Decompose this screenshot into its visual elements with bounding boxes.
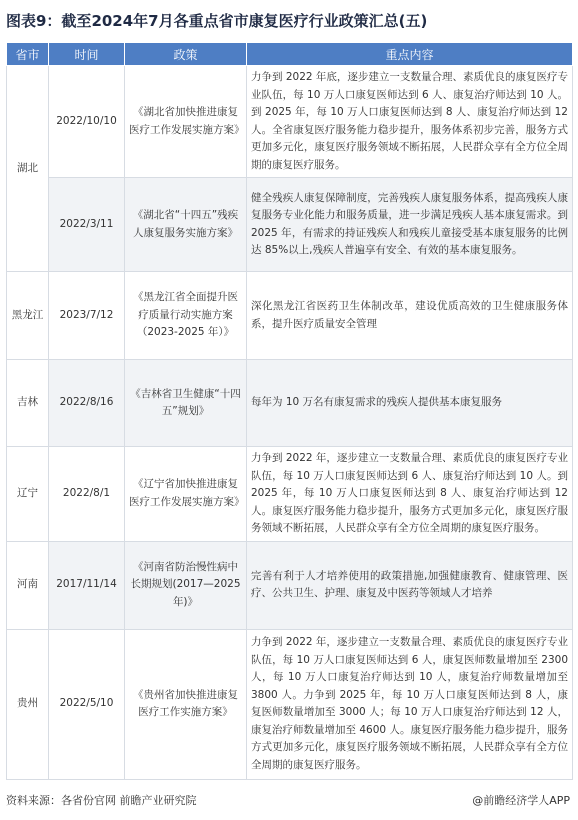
policy-cell: 《湖北省加快推进康复医疗工作发展实施方案》 [125,66,247,178]
header-province: 省市 [7,43,49,66]
province-cell: 贵州 [7,629,49,779]
content-cell: 健全残疾人康复保障制度，完善残疾人康复服务体系，提高残疾人康复服务专业化能力和服务质量，进一步满足残疾人基本康复需求。到 2025 年，有需求的持证残疾人和残疾儿童接受基本康复服务的比例达 85%以上,残疾人普遍享有安全、有效的基本康复服务。 [247,178,573,272]
province-cell: 辽宁 [7,447,49,542]
source-note: 资料来源：各省份官网 前瞻产业研究院 [6,794,197,807]
date-cell: 2022/3/11 [49,178,125,272]
content-cell: 每年为 10 万名有康复需求的残疾人提供基本康复服务 [247,360,573,447]
policy-cell: 《河南省防治慢性病中长期规划(2017—2025 年)》 [125,541,247,629]
policy-table [6,42,573,780]
date-cell: 2022/5/10 [49,629,125,779]
policy-cell: 《辽宁省加快推进康复医疗工作发展实施方案》 [125,447,247,542]
date-cell: 2022/8/1 [49,447,125,542]
table-row [7,629,573,779]
policy-cell: 《吉林省卫生健康“十四五”规划》 [125,360,247,447]
page-title: 图表9：截至2024年7月各重点省市康复医疗行业政策汇总(五) [6,12,428,30]
header-time: 时间 [49,43,125,66]
province-cell: 河南 [7,541,49,629]
province-cell: 黑龙江 [7,272,49,360]
date-cell: 2022/10/10 [49,66,125,178]
content-cell: 深化黑龙江省医药卫生体制改革，建设优质高效的卫生健康服务体系，提升医疗质量安全管理 [247,272,573,360]
province-cell: 湖北 [7,66,49,272]
table-row [7,541,573,629]
content-cell: 力争到 2022 年，逐步建立一支数量合理、素质优良的康复医疗专业队伍，每 10 万人口康复医师达到 6 人，康复医师数量增加至 2300 人，每 10 万人口康复治疗师达到 10 人，康复治疗师数量增加至 3800 人。力争到 2025 年，每 10 万人口康复医师达到 8 人，康复医师数量增加至 3000 人；每 10 万人口康复治疗师达到 12 人，康复治疗师数量增加至 4600 人。康复医疗服务能力稳步提升，服务方式更加多元化，康复医疗服务领域不断拓展，人民群众享有全方位全周期的康复医疗服务。 [247,629,573,779]
header-policy: 政策 [125,43,247,66]
policy-cell: 《贵州省加快推进康复医疗工作实施方案》 [125,629,247,779]
content-cell: 完善有利于人才培养使用的政策措施,加强健康教育、健康管理、医疗、公共卫生、护理、康复及中医药等领域人才培养 [247,541,573,629]
content-cell: 力争到 2022 年底，逐步建立一支数量合理、素质优良的康复医疗专业队伍，每 10 万人口康复医师达到 6 人、康复治疗师达到 10 人。到 2025 年，每 10 万人口康复医师达到 8 人、康复治疗师达到 12 人。全省康复医疗服务能力稳步提升，服务体系初步完善，服务方式更加多元化，康复医疗服务领域不断拓展，人民群众享有全方位全周期的康复医疗服务。 [247,66,573,178]
table-row [7,178,573,272]
date-cell: 2017/11/14 [49,541,125,629]
table-row [7,66,573,178]
date-cell: 2023/7/12 [49,272,125,360]
table-row [7,272,573,360]
table-header-row [7,43,573,66]
table-row [7,447,573,542]
header-content: 重点内容 [247,43,573,66]
content-cell: 力争到 2022 年，逐步建立一支数量合理、素质优良的康复医疗专业队伍，每 10 万人口康复医师达到 6 人、康复治疗师达到 10 人。到 2025 年，每 10 万人口康复医师达到 8 人、康复治疗师达到 12 人。康复医疗服务能力稳步提升，服务方式更加多元化，康复医疗服务领域不断拓展，人民群众享有全方位全周期的康复医疗服务。 [247,447,573,542]
policy-cell: 《黑龙江省全面提升医疗质量行动实施方案（2023-2025 年）》 [125,272,247,360]
policy-cell: 《湖北省“十四五”残疾人康复服务实施方案》 [125,178,247,272]
brand-credit: @前瞻经济学人APP [472,794,570,807]
date-cell: 2022/8/16 [49,360,125,447]
table-row [7,360,573,447]
province-cell: 吉林 [7,360,49,447]
